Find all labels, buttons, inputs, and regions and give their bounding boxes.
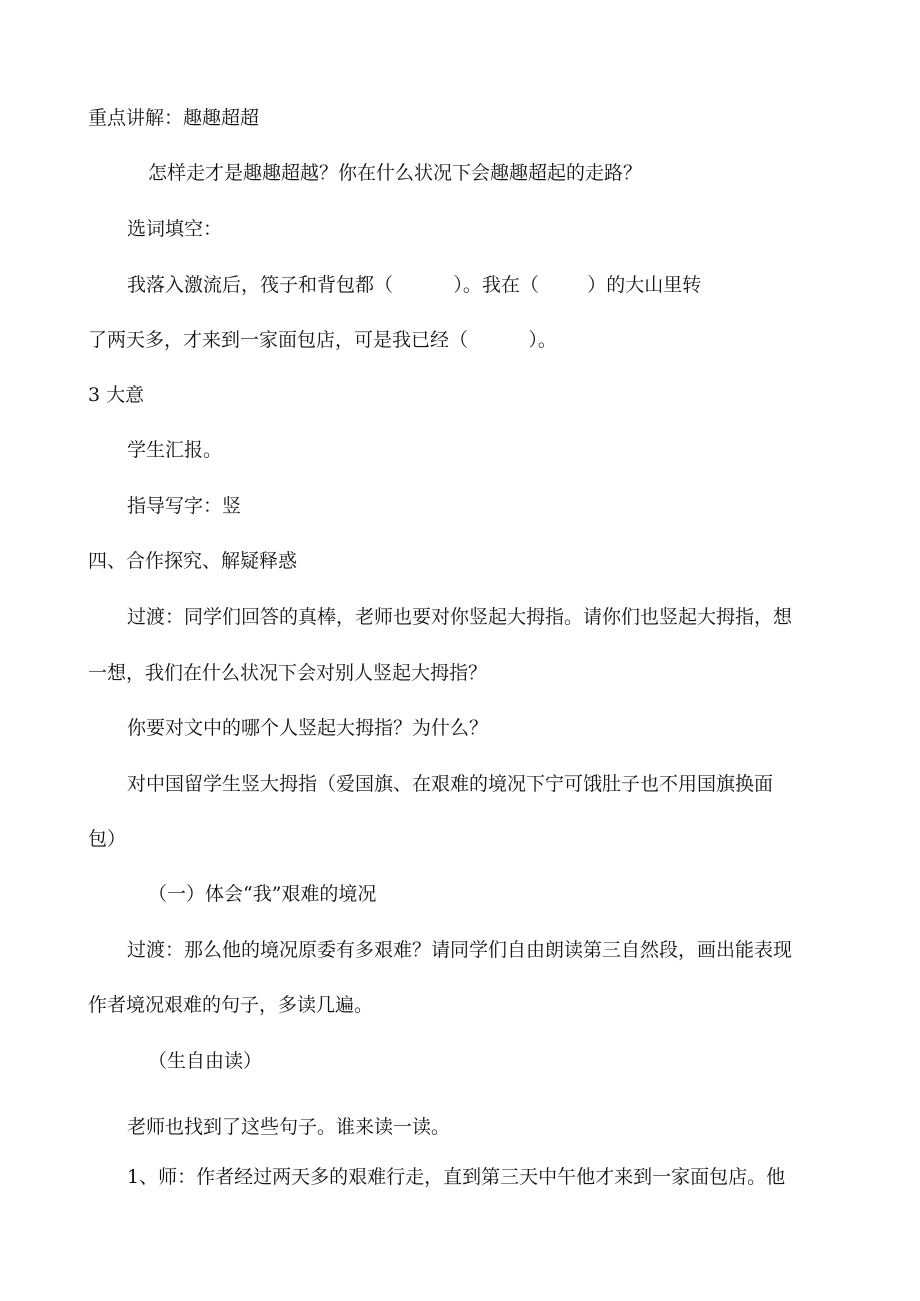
section-heading-main-idea: 3 大意 — [88, 384, 145, 406]
paragraph-line: 学生汇报。 — [127, 439, 223, 461]
question-line: 怎样走才是趣趣超越？你在什么状况下会趣趣超起的走路？ — [148, 162, 643, 184]
paragraph-line: 对中国留学生竖大拇指（爱国旗、在艰难的境况下宁可饿肚子也不用国旗换面 — [127, 773, 774, 795]
paragraph-line: 包） — [88, 828, 127, 850]
section-heading-key-explanation: 重点讲解：趣趣超超 — [88, 107, 260, 129]
subsection-heading: （一）体会“我”艰难的境况 — [148, 883, 377, 905]
paragraph-line: 你要对文中的哪个人竖起大拇指？为什么？ — [127, 717, 489, 739]
paragraph-line: 过渡：同学们回答的真棒，老师也要对你竖起大拇指。请你们也竖起大拇指，想 — [127, 606, 793, 628]
paragraph-line: 1、师：作者经过两天多的艰难行走，直到第三天中午他才来到一家面包店。他 — [127, 1166, 786, 1188]
paragraph-line: （生自由读） — [148, 1050, 263, 1072]
paragraph-line: 过渡：那么他的境况原委有多艰难？请同学们自由朗读第三自然段，画出能表现 — [127, 939, 793, 961]
fill-in-sentence-line-1: 我落入激流后，筏子和背包都（ ）。我在（ ）的大山里转 — [127, 274, 702, 296]
paragraph-line: 老师也找到了这些句子。谁来读一读。 — [127, 1116, 451, 1138]
fill-in-sentence-line-2: 了两天多，才来到一家面包店，可是我已经（ ）。 — [88, 329, 557, 351]
paragraph-line: 一想，我们在什么状况下会对别人竖起大拇指？ — [88, 662, 488, 684]
fill-in-heading: 选词填空： — [127, 218, 223, 240]
paragraph-line: 指导写字：竖 — [127, 495, 242, 517]
paragraph-line: 作者境况艰难的句子，多读几遍。 — [88, 994, 374, 1016]
section-heading-cooperative-inquiry: 四、合作探究、解疑释惑 — [88, 550, 298, 572]
